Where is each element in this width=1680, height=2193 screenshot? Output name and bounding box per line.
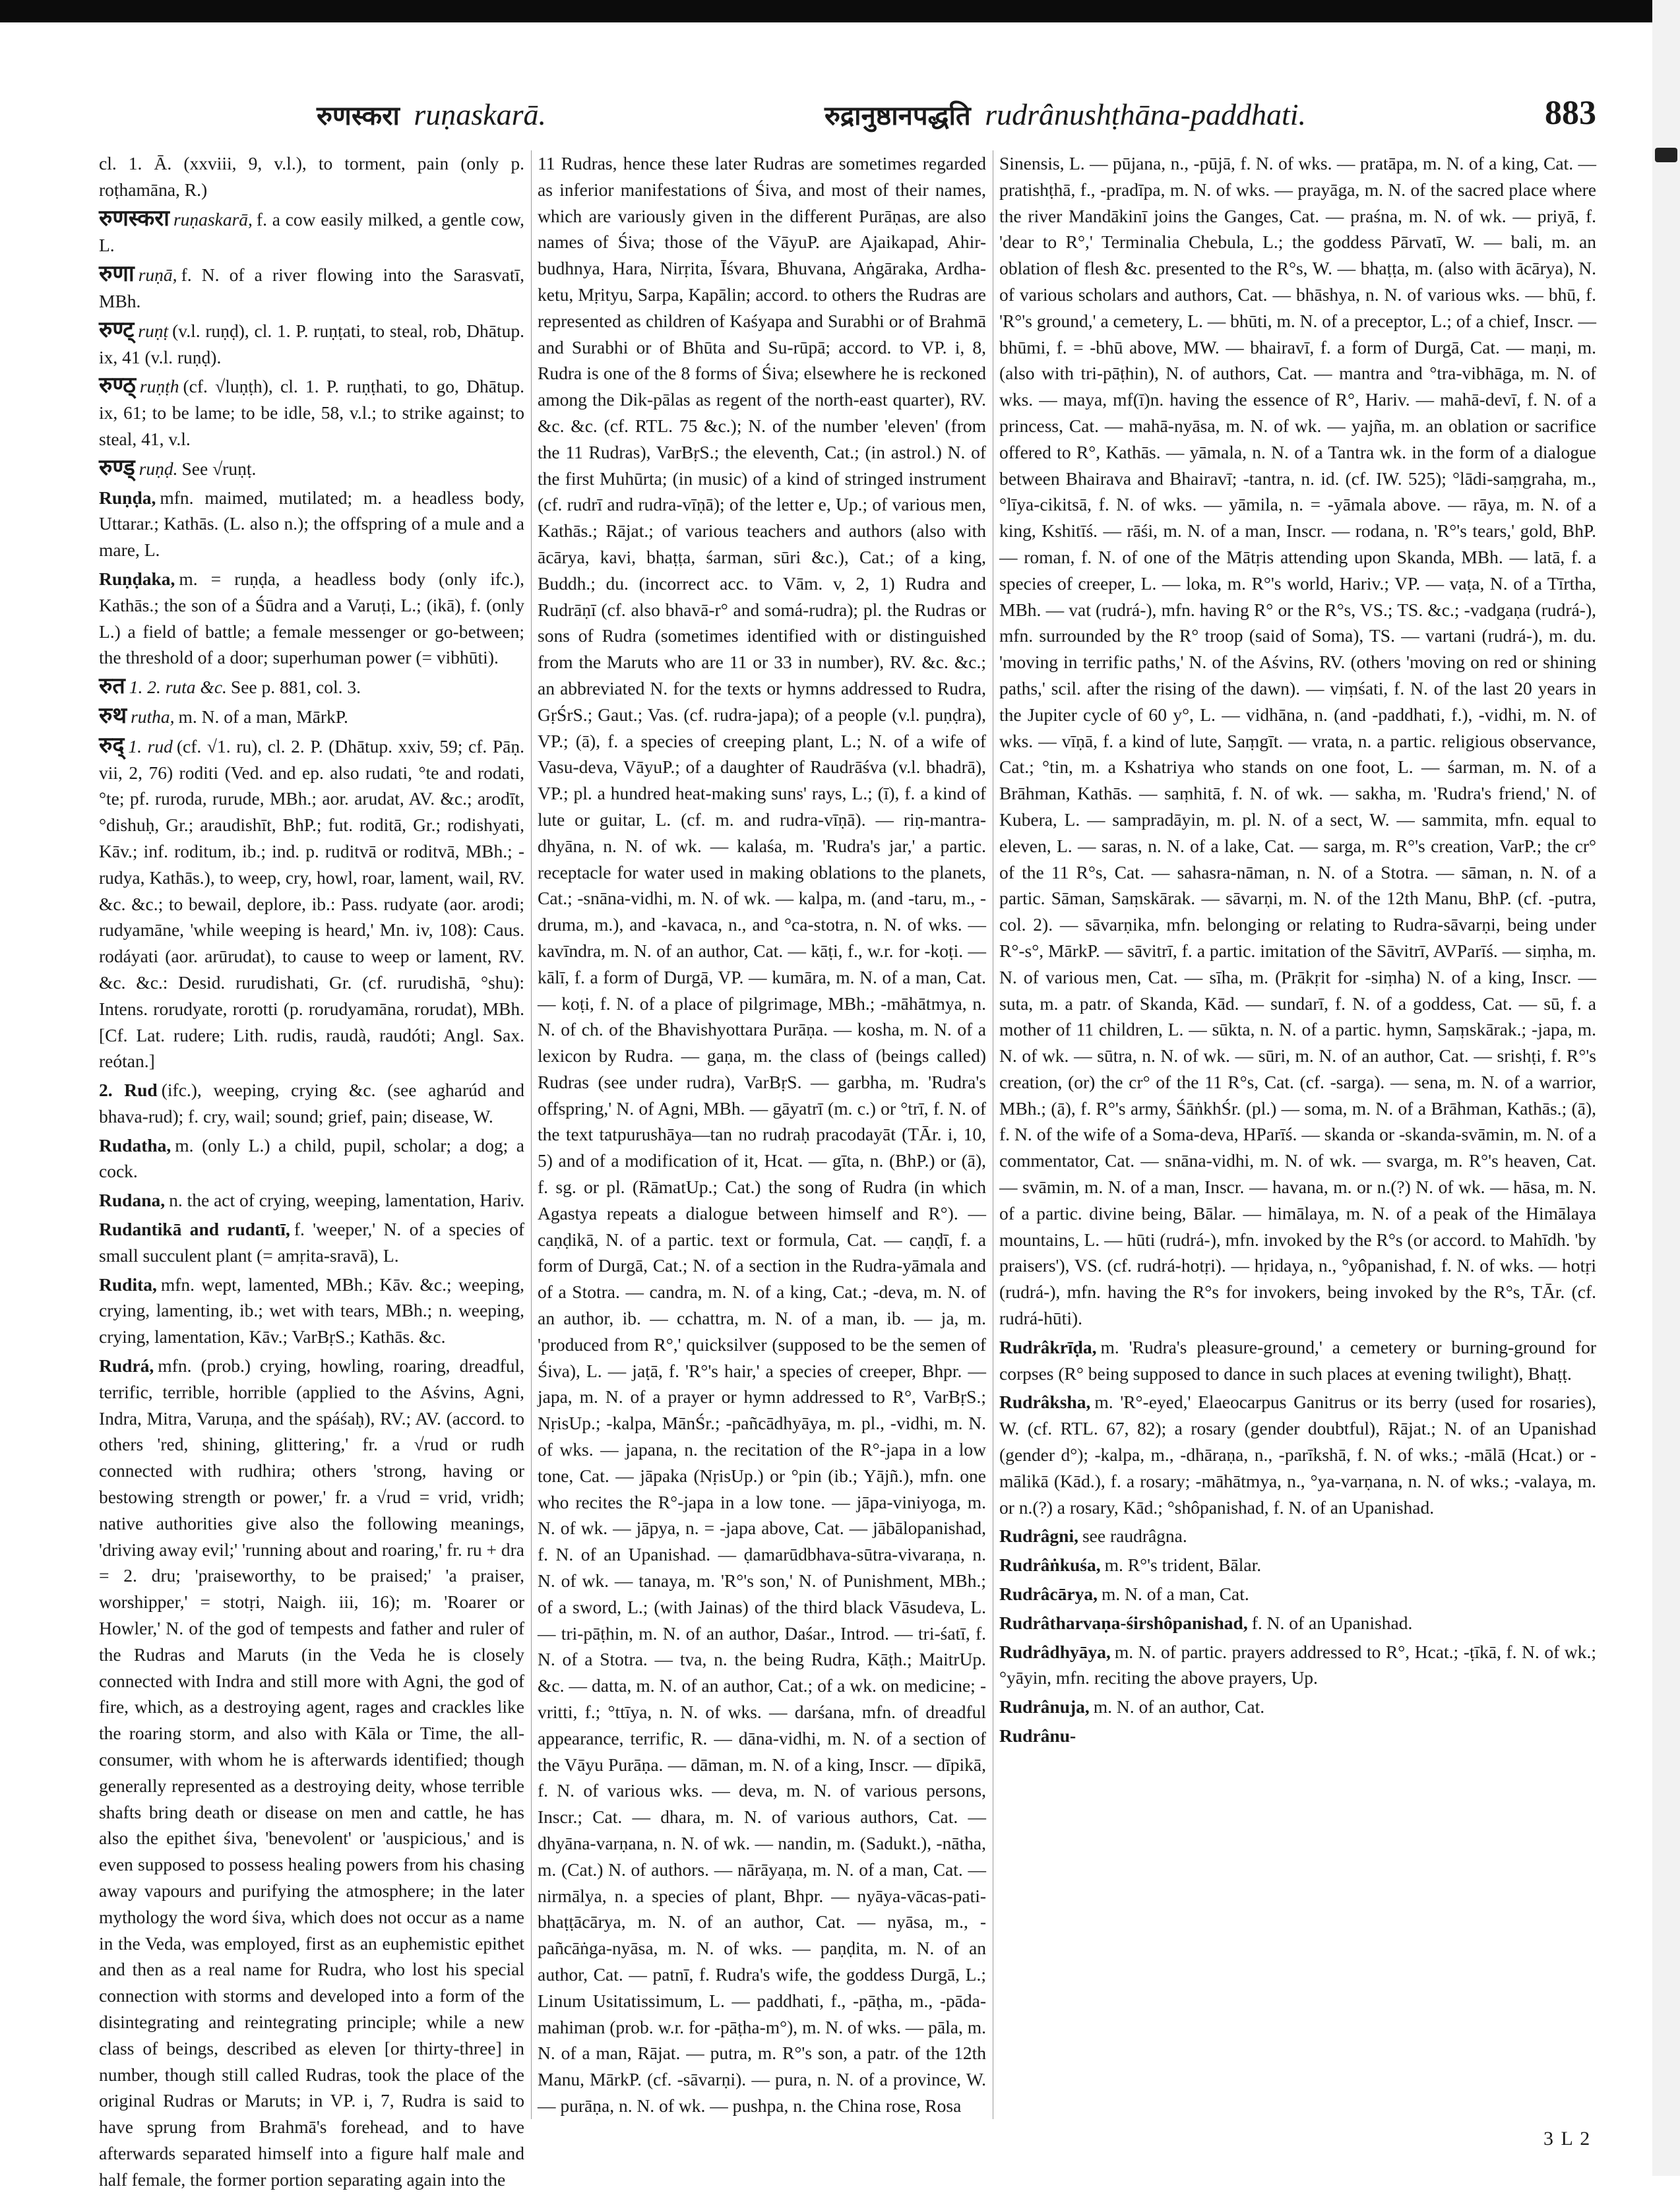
- entry-devanagari: रुण्ट्: [99, 316, 135, 343]
- entry-headword: ruṇḍ.: [139, 458, 178, 479]
- dictionary-entry: [99, 673, 524, 700]
- entry-definition: See p. 881, col. 3.: [230, 677, 361, 698]
- entry-headword: Rudrâkrīḍa,: [999, 1336, 1097, 1357]
- entry-definition: See √ruṇṭ.: [181, 458, 257, 479]
- entry-definition: (v.l. ruṇḍ), cl. 1. P. ruṇṭati, to steal, rob, Dhātup. ix, 41 (v.l. ruṇḍ).: [99, 320, 524, 367]
- dictionary-entry: [99, 455, 524, 482]
- dictionary-entry: [999, 1334, 1596, 1387]
- entry-headword: Rudrâtharvaṇa-śirshôpanishad,: [999, 1612, 1248, 1633]
- entry-headword: Rudrâgni,: [999, 1526, 1078, 1547]
- dictionary-entry: [999, 150, 1596, 1332]
- entry-definition: f. N. of a river flowing into the Sarasvatī, MBh.: [99, 264, 524, 311]
- dictionary-entry: [999, 1523, 1596, 1549]
- page-edge: [1652, 0, 1680, 2176]
- entry-definition: (cf. √luṇṭh), cl. 1. P. ruṇṭhati, to go, Dhātup. ix, 61; to be lame; to be idle, 58, v.l.; to strike against; to steal, 41, v.l.: [99, 376, 524, 449]
- dictionary-entry: [99, 485, 524, 563]
- right-headword-roman: rudrânushṭhāna-paddhati.: [985, 98, 1307, 131]
- dictionary-entry: [99, 703, 524, 730]
- entry-headword: ruṇṭ: [138, 320, 169, 341]
- entry-definition: f. a cow easily milked, a gentle cow, L.: [99, 208, 524, 256]
- entry-headword: rutha,: [131, 706, 175, 727]
- left-headword-devanagari: रुणस्करा: [317, 101, 400, 131]
- entry-definition: cl. 1. Ā. (xxviii, 9, v.l.), to torment, pain (only p. roṭhamāna, R.): [99, 153, 524, 200]
- dictionary-entry: [999, 1723, 1596, 1749]
- entry-definition: (ifc.), weeping, crying &c. (see agharúd and bhava-rud); f. cry, wail; sound; grief, pain; disease, W.: [99, 1080, 524, 1127]
- entry-headword: Rudrâdhyāya,: [999, 1641, 1111, 1662]
- dictionary-entry: [99, 261, 524, 315]
- entry-devanagari: रुणा: [99, 261, 135, 288]
- top-border: [0, 0, 1680, 22]
- edge-mark: [1655, 148, 1677, 162]
- right-running-head: [824, 96, 1306, 133]
- dictionary-entry: [99, 1272, 524, 1350]
- entry-definition: 11 Rudras, hence these later Rudras are sometimes regarded as inferior manifestations of Śiva, and most of their names, which are variously given in the different Purāṇas, are also names of Śiva; those of the VāyuP. are Ajaikapad, Ahir-budhnya, Hara, Nirṛita, Īśvara, Bhuvana, Aṅgāraka, Ardha-ketu, Mṛityu, Sarpa, Kapālin; accord. to others the Rudras are represented as children of Kaśyapa and Surabhi or of Brahmā and Surabhi or of Bhūta and Su-rūpā; accord. to VP. i, 8, Rudra is one of the 8 forms of Śiva; elsewhere he is reckoned among the Dik-pālas as regent of the north-east quarter), RV. &c. &c. (cf. RTL. 75 &c.); N. of the number 'eleven' (from the 11 Rudras), VarBṛS.; the eleventh, Cat.; (in astrol.) N. of the first Muhūrta; (in music) of a kind of stringed instrument (cf. rudrī and rudra-vīṇā); of the letter e, Up.; of various men, Kathās.; Rājat.; of various teachers and authors (also with ācārya, kavi, bhaṭṭa, śarman, sūri &c.), Cat.; of a king, Buddh.; du. (incorrect acc. to Vām. v, 2, 1) Rudra and Rudrāṇī (cf. also bhavā-r° and somá-rudra); pl. the Rudras or sons of Rudra (sometimes identified with or distinguished from the Maruts who are 11 or 33 in number), RV. &c. &c.; an abbreviated N. for the texts or hymns addressed to Rudra, GṛŚrS.; Gaut.; Vas. (cf. rudra-japa); of a people (v.l. puṇḍra), VP.; (ā), f. a species of creeping plant, L.; N. of a wife of Vasu-deva, VāyuP.; of a daughter of Raudrāśva (v.l. bhadrā), VP.; pl. a hundred heat-making suns' rays, L.; (ī), f. a kind of lute or guitar, L. (cf. m. and rudra-vīṇā). — riṇ-mantra-dhyāna, n. N. of wk. — kalaśa, m. 'Rudra's jar,' a partic. receptacle for water used in making oblations to the planets, Cat.; -snāna-vidhi, m. N. of wk. — kalpa, m. (and -taru, m., -druma, m.), and -kavaca, n., and °ca-stotra, n. N. of wks. — kavīndra, m. N. of an author, Cat. — kāṭi, f., w.r. for -koṭi. — kālī, f. a form of Durgā, VP. — kumāra, m. N. of a man, Cat. — koṭi, f. N. of a place of pilgrimage, MBh.; -māhātmya, n. N. of ch. of the Bhavishyottara Purāṇa. — kosha, m. N. of a lexicon by Rudra. — gaṇa, m. the class of (beings called) Rudras (see under rudra), VarBṛS. — garbha, m. 'Rudra's offspring,' N. of Agni, MBh. — gāyatrī (m. c.) or °trī, f. N. of the text tatpurushāya—tan no rudraḥ pracodayāt (TĀr. i, 10, 5) and of a modification of it, Hcat. — gīta, n. (BhP.) or (ā), f. sg. or pl. (RāmatUp.; Cat.) the song of Rudra (in which Agastya repeats a dialogue between himself and R°). — caṇḍikā, N. of a partic. text or formula, Cat. — caṇḍī, f. a form of Durgā, Cat.; N. of a section in the Rudra-yāmala and of a Stotra. — candra, m. N. of a king, Cat.; -deva, m. N. of an author, ib. — cchattra, m. N. of a man, ib. — ja, m. 'produced from R°,' quicksilver (supposed to be the semen of Śiva), L. — jaṭā, f. 'R°'s hair,' a species of creeper, Bhpr. — japa, m. N. of a prayer or hymn addressed to R°, VarBṛS.; NṛisUp.; -kalpa, MānŚr.; -pañcādhyāya, m. pl., -vidhi, m. N. of wks. — japana, n. the recitation of the R°-japa in a low tone, Cat. — jāpaka (NṛisUp.) or °pin (ib.; Yājñ.), mfn. one who recites the R°-japa in a low tone. — jāpa-viniyoga, m. N. of wk. — jāpya, n. = -japa above, Cat. — jābālopanishad, f. N. of an Upanishad. — ḍamarūdbhava-sūtra-vivaraṇa, n. N. of wk. — tanaya, m. 'R°'s son,' N. of Punishment, MBh.; of a sword, L.; (with Jainas) of the third black Vāsudeva, L. — tri-pāṭhin, m. N. of an author, Daśar., Introd. — tri-śatī, f. N. of a Stotra. — tva, n. the being Rudra, Kāṭh.; MaitrUp. &c. — datta, m. N. of an author, Cat.; of a wk. on medicine; -vritti, f.; °ttīya, n. N. of wks. — darśana, mfn. of dreadful appearance, terrific, R. — dāna-vidhi, m. N. of a section of the Vāyu Purāṇa. — dāman, m. N. of a king, Inscr. — dīpikā, f. N. of various wks. — deva, m. N. of various persons, Inscr.; Cat. — dhara, m. N. of various authors, Cat. — dhyāna-varṇana, n. N. of wk. — nandin, m. (Sadukt.), -nātha, m. (Cat.) N. of authors. — nārāyaṇa, m. N. of a man, Cat. — nirmālya, n. a species of plant, Bhpr. — nyāya-vācas-pati-bhaṭṭācārya, m. N. of an author, Cat. — nyāsa, m., -pañcāṅga-nyāsa, m. N. of wks. — paṇḍita, m. N. of an author, Cat. — patnī, f. Rudra's wife, the goddess Durgā, L.; Linum Usitatissimum, L. — paddhati, f., -pāṭha, m., -pāda-mahiman (prob. w.r. for -pāṭha-m°), m. N. of wks. — pāla, m. N. of a man, Rājat. — putra, m. R°'s son, a patr. of the 12th Manu, MārkP. (cf. -sāvarṇi). — pura, n. N. of a province, W. — purāṇa, n. N. of wk. — pushpa, n. the China rose, Rosa: [538, 153, 986, 2116]
- dictionary-entry: [99, 1077, 524, 1130]
- entry-devanagari: रुथ: [99, 702, 127, 729]
- entry-definition: f. N. of an Upanishad.: [1251, 1612, 1413, 1633]
- entry-definition: m. N. of a man, Cat.: [1101, 1584, 1249, 1605]
- entry-devanagari: रुण्ठ्: [99, 372, 136, 399]
- entry-headword: ruṇṭh: [139, 376, 179, 397]
- dictionary-entry: [99, 1353, 524, 2193]
- entry-headword: Ruṇḍaka,: [99, 568, 175, 589]
- dictionary-entry: [99, 206, 524, 259]
- page-number: 883: [1545, 94, 1596, 132]
- entry-headword: Rudita,: [99, 1274, 157, 1295]
- dictionary-entry: [99, 733, 524, 1074]
- dictionary-entry: [538, 150, 986, 2119]
- entry-definition: m. 'Rudra's pleasure-ground,' a cemetery or burning-ground for corpses (R° being supposed to dance in such places at evening twilight), Bhaṭṭ.: [999, 1336, 1596, 1384]
- entry-headword: Rudatha,: [99, 1134, 171, 1156]
- entry-devanagari: रुण्ड्: [99, 454, 135, 481]
- entry-definition: m. R°'s trident, Bālar.: [1104, 1555, 1262, 1576]
- right-headword-devanagari: रुद्रानुष्ठानपद्धति: [824, 101, 971, 131]
- dictionary-entry: [99, 566, 524, 671]
- dictionary-entry: [99, 317, 524, 371]
- dictionary-entry: [99, 1132, 524, 1185]
- entry-definition: m. N. of partic. prayers addressed to R°, Hcat.; -ṭīkā, f. N. of wk.; °yāyin, mfn. reciting the above prayers, Up.: [999, 1641, 1596, 1688]
- entry-definition: m. (only L.) a child, pupil, scholar; a dog; a cock.: [99, 1134, 524, 1182]
- entry-definition: Sinensis, L. — pūjana, n., -pūjā, f. N. of wks. — pratāpa, m. N. of a king, Cat. — pratishṭhā, f., -pradīpa, m. N. of wks. — prayāga, m. N. of the sacred place where the river Mandākinī joins the Ganges, Cat. — praśna, m. N. of wk. — priyā, f. 'dear to R°,' Terminalia Chebula, L.; the goddess Pārvatī, W. — bali, m. an oblation of flesh &c. presented to the R°s, W. — bhaṭṭa, m. (also with ācārya), N. of various scholars and authors, Cat. — bhāshya, n. N. of various wks. — bhū, f. 'R°'s ground,' a cemetery, L. — bhūti, m. N. of a preceptor, L.; of a chief, Inscr. — bhūmi, f. = -bhū above, MW. — bhairavī, f. a form of Durgā, Cat. — maṇi, m. (also with tri-pāṭhin), N. of authors, Cat. — mantra and °tra-vibhāga, m. N. of wks. — maya, mf(ī)n. having the essence of R°, Hariv. — mahā-devī, f. N. of a princess, Cat. — mahā-nyāsa, m. N. of wk. — yajña, m. an oblation or sacrifice offered to R°, Kathās. — yāmala, n. N. of a Tantra wk. in the form of a dialogue between Bhairava and Bhairavī; -tantra, n. id. (cf. IW. 525); °lādi-saṃgraha, m., °līya-cikitsā, f. N. of wks. — yāmila, n. = -yāmala above. — rāya, m. N. of a king, Kshitīś. — rāśi, m. N. of a man, Inscr. — rodana, n. 'R°'s tears,' gold, BhP. — roman, f. N. of one of the Mātṛis attending upon Skanda, MBh. — latā, f. a species of creeper, L. — loka, m. R°'s world, Hariv.; VP. — vaṭa, N. of a Tīrtha, MBh. — vat (rudrá-), mfn. having R° or the R°s, VS.; TS. &c.; -vadgaṇa (rudrá-), mfn. surrounded by the R° troop (said of Soma), TS. — vartani (rudrá-), m. du. 'moving in terrific paths,' N. of the Aśvins, RV. (others 'moving on red or shining paths,' scil. after the rising of the dawn). — viṃśati, f. N. of the last 20 years in the Jupiter cycle of 60 y°, L. — vidhāna, n. (and -paddhati, f.), -vidhi, m. N. of wks. — vīṇā, f. a kind of lute, Saṃgīt. — vrata, n. a partic. religious observance, Cat.; °tin, m. a Kshatriya who stands on one foot, L. — śarman, m. N. of a Brāhman, Kathās. — saṃhitā, f. N. of wk. — sakha, m. 'Rudra's friend,' N. of Kubera, L. — sampradāyin, m. pl. N. of a sect, W. — sammita, mfn. equal to eleven, L. — saras, n. N. of a lake, Cat. — sarga, m. R°'s creation, VarP.; the cr° of the 11 R°s, Cat. — sahasra-nāman, n. N. of a Stotra. — sāman, n. N. of a partic. Sāman, Saṃskārak. — sāvarṇi, m. N. of the 12th Manu, BhP. (cf. -putra, col. 2). — sāvarṇika, mfn. belonging or relating to Rudra-sāvarṇi, being under R°-s°, MārkP. — sāvitrī, f. a partic. imitation of the Sāvitrī, AVParīś. — siṃha, m. N. of various men, Cat. — sīha, m. (Prākṛit for -siṃha) N. of a king, Inscr. — suta, m. a patr. of Skanda, Kād. — sundarī, f. N. of a goddess, Cat. — sū, f. a mother of 11 children, L. — sūkta, n. N. of a partic. hymn, Saṃskārak.; -japa, m. N. of wk. — sūtra, n. N. of wk. — sūri, m. N. of an author, Cat. — srishṭi, f. R°'s creation, (or) the cr° of the 11 R°s, Cat. (cf. -sarga). — sena, m. N. of a warrior, MBh.; (ā), f. R°'s army, ŚāṅkhŚr. (pl.) — soma, m. N. of a Brāhman, Kathās.; (ā), f. N. of the wife of a Soma-deva, HParīś. — skanda or -skanda-svāmin, m. N. of a commentator, Cat. — snāna-vidhi, m. N. of wk. — svarga, m. R°'s heaven, Cat. — svāmin, m. N. of a man, Inscr. — havana, m. or n.(?) N. of wk. — hāsa, m. N. of a partic. divine being, Bālar. — himālaya, m. N. of a peak of the Himālaya mountains, L. — hūti (rudrá-), mfn. invoked by the R°s (or accord. to Mahīdh. 'by praisers'), VS. (cf. rudrá-hotṛi). — hṛidaya, n., °yôpanishad, f. N. of wks. — hotṛi (rudrá-), mfn. having the R°s for invokers, being invoked by the R°s, TĀr. (cf. rudrá-hūti).: [999, 153, 1597, 1329]
- entry-headword: ruṇaskarā,: [173, 208, 253, 230]
- entry-headword: 1. 2. ruta &c.: [129, 677, 227, 698]
- entry-headword: 2. Rud: [99, 1080, 158, 1101]
- entry-devanagari: रुद्: [99, 731, 125, 758]
- entry-headword: Rudrâṅkuśa,: [999, 1555, 1101, 1576]
- entry-headword: ruṇā,: [138, 264, 177, 286]
- entry-headword: Ruṇḍa,: [99, 487, 156, 508]
- dictionary-entry: [99, 150, 524, 203]
- page-header: [99, 79, 1596, 139]
- dictionary-entry: [99, 373, 524, 452]
- entry-devanagari: रुत: [99, 673, 125, 700]
- column-1: [99, 150, 525, 2190]
- entry-headword: Rudrâcārya,: [999, 1584, 1098, 1605]
- dictionary-entry: [999, 1389, 1596, 1520]
- entry-definition: (cf. √1. ru), cl. 2. P. (Dhātup. xxiv, 59; cf. Pāṇ. vii, 2, 76) roditi (Ved. and ep. also rudati, °te and rodati, °te; pf. ruroda, rurude, MBh.; aor. arudat, AV. &c.; arodīt, °dishuḥ, Gr.; araudishīt, BhP.; fut. roditā, Gr.; rodishyati, Kāv.; inf. roditum, ib.; ind. p. ruditvā or roditvā, MBh.; -rudya, Kathās.), to weep, cry, howl, roar, lament, wail, RV. &c. &c.; to bewail, deplore, ib.: Pass. rudyate (aor. arodi; rudyamāne, 'while weeping is heard,' Mn. iv, 108): Caus. rodáyati (aor. arūrudat), to cause to weep or lament, RV. &c. &c.: Desid. rurudishati, Gr. (cf. rurudishā, °shu): Intens. rorudyate, rorotti (p. rorudyamāna, rorudat), MBh. [Cf. Lat. rudere; Lith. rudis, raudà, raudóti; Angl. Sax. reótan.]: [99, 735, 525, 1072]
- entry-headword: Rudrâksha,: [999, 1392, 1091, 1413]
- dictionary-entry: [999, 1610, 1596, 1636]
- entry-definition: m. 'R°-eyed,' Elaeocarpus Ganitrus or its berry (used for rosaries), W. (cf. RTL. 67, 82); a rosary (gender doubtful), Rājat.; N. of an Upanishad (gender d°); -kalpa, m., -dhāraṇa, n., -parīkshā, f. N. of wks.; -mālā (Hcat.) or -mālikā (Kād.), f. a rosary; -māhātmya, n., °ya-varṇana, n. N. of wks.; -valaya, m. or n.(?) a rosary, Kād.; °shôpanishad, f. N. of an Upanishad.: [999, 1392, 1596, 1518]
- left-headword-roman: ruṇaskarā.: [414, 98, 546, 131]
- dictionary-entry: [99, 1216, 524, 1269]
- entry-definition: f. 'weeper,' N. of a species of small succulent plant (= amṛita-sravā), L.: [99, 1219, 524, 1266]
- dictionary-entry: [99, 1187, 524, 1214]
- dictionary-entry: [999, 1639, 1596, 1692]
- dictionary-entry: [999, 1581, 1596, 1607]
- dictionary-entry: [999, 1552, 1596, 1578]
- entry-definition: m. N. of an author, Cat.: [1093, 1696, 1265, 1717]
- column-divider: [531, 150, 532, 2119]
- entry-definition: m. = ruṇḍa, a headless body (only ifc.), Kathās.; the son of a Śūdra and a Varuṭi, L.; (ikā), f. (only L.) a field of battle; a female messenger or go-between; the threshold of a door; superhuman power (= vibhūti).: [99, 568, 524, 668]
- column-2: [538, 150, 986, 2119]
- entry-definition: mfn. maimed, mutilated; m. a headless body, Uttarar.; Kathās. (L. also n.); the offspring of a mule and a mare, L.: [99, 487, 524, 561]
- entry-headword: Rudrá,: [99, 1355, 154, 1376]
- entry-definition: m. N. of a man, MārkP.: [178, 706, 348, 727]
- signature-mark: 3 L 2: [1543, 2128, 1592, 2149]
- entry-definition: see raudrâgna.: [1082, 1526, 1187, 1547]
- entry-definition: mfn. wept, lamented, MBh.; Kāv. &c.; weeping, crying, lamenting, ib.; wet with tears, MBh.; n. weeping, crying, lamentation, Kāv.; VarBṛS.; Kathās. &c.: [99, 1274, 524, 1347]
- left-running-head: [317, 96, 546, 133]
- entry-devanagari: रुणस्करा: [99, 204, 170, 232]
- dictionary-entry: [999, 1694, 1596, 1720]
- entry-headword: 1. rud: [128, 735, 173, 757]
- entry-definition: n. the act of crying, weeping, lamentation, Hariv.: [169, 1190, 524, 1211]
- entry-headword: Rudantikā and rudantī,: [99, 1219, 290, 1240]
- entry-headword: Rudrânuja,: [999, 1696, 1090, 1717]
- entry-headword: Rudrânu-: [999, 1725, 1076, 1746]
- entry-definition: mfn. (prob.) crying, howling, roaring, dreadful, terrific, terrible, horrible (applied to the Aśvins, Agni, Indra, Mitra, Varuṇa, and the spáśaḥ), RV.; AV. (accord. to others 'red, shining, glittering,' fr. a √rud or rudh connected with rudhira; others 'strong, having or bestowing strength or power,' fr. a √rud = vrid, vridh; native authorities give also the following meanings, 'driving away evil;' 'running about and roaring,' fr. ru + dra = 2. dru; 'praiseworthy, to be praised;' 'a praiser, worshipper,' = stotṛi, Naigh. iii, 16); m. 'Roarer or Howler,' N. of the god of tempests and father and ruler of the Rudras and Maruts (in the Veda he is closely connected with Indra and still more with Agni, the god of fire, which, as a destroying agent, rages and crackles like the roaring storm, and also with Kāla or Time, the all-consumer, with whom he is afterwards identified; though generally represented as a destroying deity, whose terrible shafts bring death or disease on men and cattle, he has also the epithet śiva, 'benevolent' or 'auspicious,' and is even supposed to possess healing powers from his chasing away vapours and purifying the atmosphere; in the later mythology the word śiva, which does not occur as a name in the Veda, was employed, first as an euphemistic epithet and then as a real name for Rudra, who lost his special connection with storms and developed into a form of the disintegrating and reintegrating principle; while a new class of beings, described as eleven [or thirty-three] in number, though still called Rudras, took the place of the original Rudras or Maruts; in VP. i, 7, Rudra is said to have sprung from Brahmā's forehead, and to have afterwards separated himself into a figure half male and half female, the former portion separating again into the: [99, 1355, 524, 2190]
- column-3: [999, 150, 1596, 2119]
- entry-headword: Rudana,: [99, 1190, 166, 1211]
